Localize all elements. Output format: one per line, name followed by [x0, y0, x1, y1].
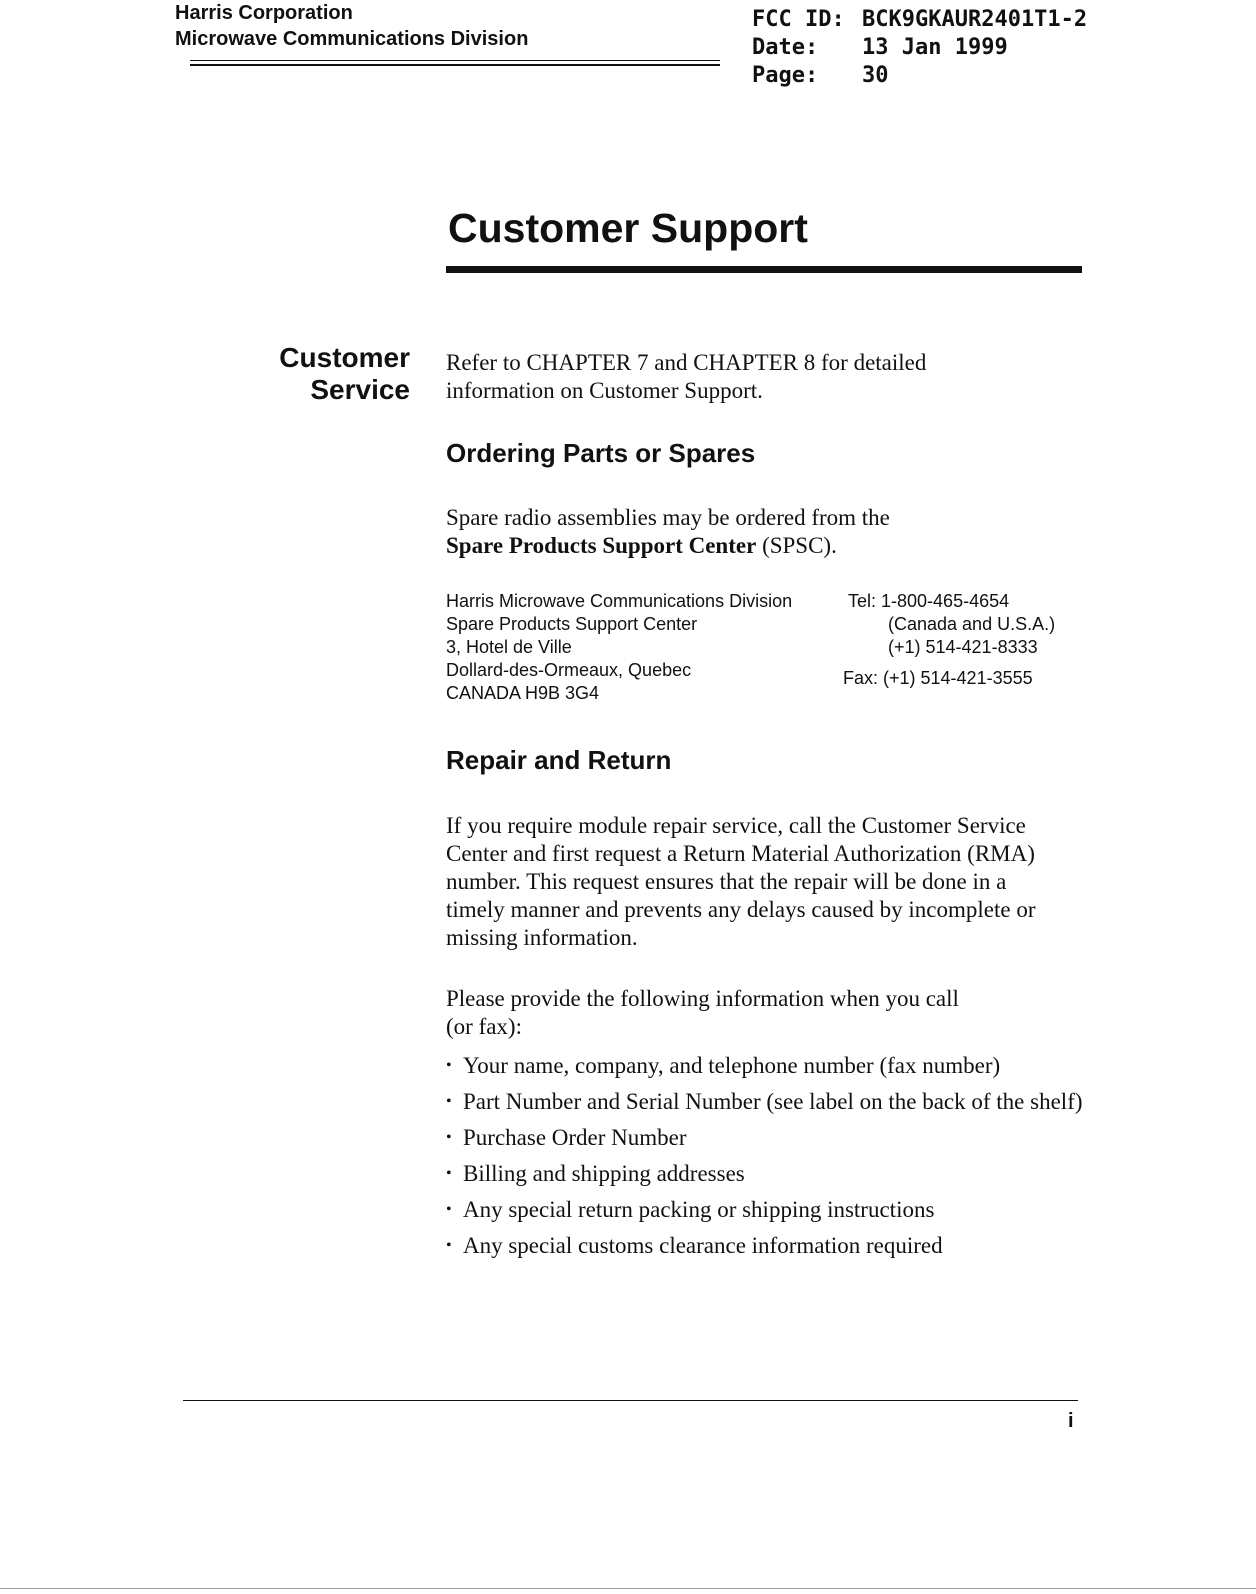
company-name: Harris Corporation — [175, 2, 353, 24]
ordering-paragraph — [446, 504, 890, 560]
contact-fax: Fax: (+1) 514-421-3555 — [843, 668, 1033, 688]
intro-paragraph — [446, 349, 926, 405]
list-item: • Purchase Order Number — [446, 1124, 1086, 1152]
repair-line: timely manner and prevents any delays caused by incomplete or — [446, 897, 1036, 922]
repair-line: Center and first request a Return Material Authorization (RMA) — [446, 841, 1035, 866]
header-rule-thin — [190, 60, 720, 61]
intro-line-2: information on Customer Support. — [446, 378, 763, 403]
ordering-heading: Ordering Parts or Spares — [446, 438, 756, 468]
list-item: • Any special customs clearance information required — [446, 1232, 1086, 1260]
provide-line-1: Please provide the following information when you call — [446, 986, 959, 1011]
contact-tel-intl: (+1) 514-421-8333 — [888, 637, 1038, 657]
info-list — [446, 1052, 1086, 1268]
repair-line: number. This request ensures that the repair will be done in a — [446, 869, 1007, 894]
intro-line-1: Refer to CHAPTER 7 and CHAPTER 8 for detailed — [446, 350, 927, 375]
address-line: CANADA H9B 3G4 — [446, 683, 600, 703]
contact-tel: Tel: 1-800-465-4654 — [848, 591, 1010, 611]
side-heading-line-1: Customer — [279, 342, 410, 373]
repair-paragraph — [446, 812, 1036, 952]
address-line: 3, Hotel de Ville — [446, 637, 572, 657]
fcc-value: BCK9GKAUR2401T1-2 — [862, 7, 1088, 32]
provide-line-2: (or fax): — [446, 1014, 522, 1039]
list-item: • Your name, company, and telephone number (fax number) — [446, 1052, 1086, 1080]
repair-line: missing information. — [446, 925, 638, 950]
side-heading-line-2: Service — [310, 374, 410, 405]
scan-edge-line — [0, 1588, 1256, 1589]
fcc-label: FCC ID: — [752, 7, 845, 32]
ordering-line-1: Spare radio assemblies may be ordered from the — [446, 505, 890, 530]
page-row — [752, 62, 1087, 90]
provide-paragraph — [446, 985, 959, 1041]
page-value: 30 — [862, 63, 889, 88]
title-rule — [446, 266, 1082, 273]
address-line: Spare Products Support Center — [446, 614, 698, 634]
header-company-block — [175, 0, 528, 52]
side-heading — [240, 342, 410, 406]
page-label: Page: — [752, 63, 819, 88]
spsc-abbrev: (SPSC). — [756, 533, 837, 558]
list-item: • Any special return packing or shipping instructions — [446, 1196, 1086, 1224]
address-line: Harris Microwave Communications Division — [446, 591, 793, 611]
page-title: Customer Support — [448, 205, 808, 251]
page-number: i — [1068, 1410, 1074, 1432]
list-item: • Part Number and Serial Number (see label on the back of the shelf) — [446, 1088, 1086, 1116]
date-label: Date: — [752, 35, 819, 60]
header-rule-thick — [190, 64, 720, 66]
header-id-block — [752, 6, 1087, 90]
contact-tel-note: (Canada and U.S.A.) — [888, 614, 1056, 634]
footer-rule — [183, 1400, 1078, 1401]
date-row — [752, 34, 1087, 62]
division-name: Microwave Communications Division — [175, 28, 529, 50]
spsc-name: Spare Products Support Center — [446, 533, 757, 558]
address-block — [446, 590, 792, 705]
repair-heading: Repair and Return — [446, 745, 672, 775]
repair-line: If you require module repair service, call the Customer Service — [446, 813, 1026, 838]
address-line: Dollard-des-Ormeaux, Quebec — [446, 660, 692, 680]
list-item: • Billing and shipping addresses — [446, 1160, 1086, 1188]
fcc-row — [752, 6, 1087, 34]
date-value: 13 Jan 1999 — [862, 35, 1008, 60]
ordering-line-2 — [446, 532, 890, 560]
